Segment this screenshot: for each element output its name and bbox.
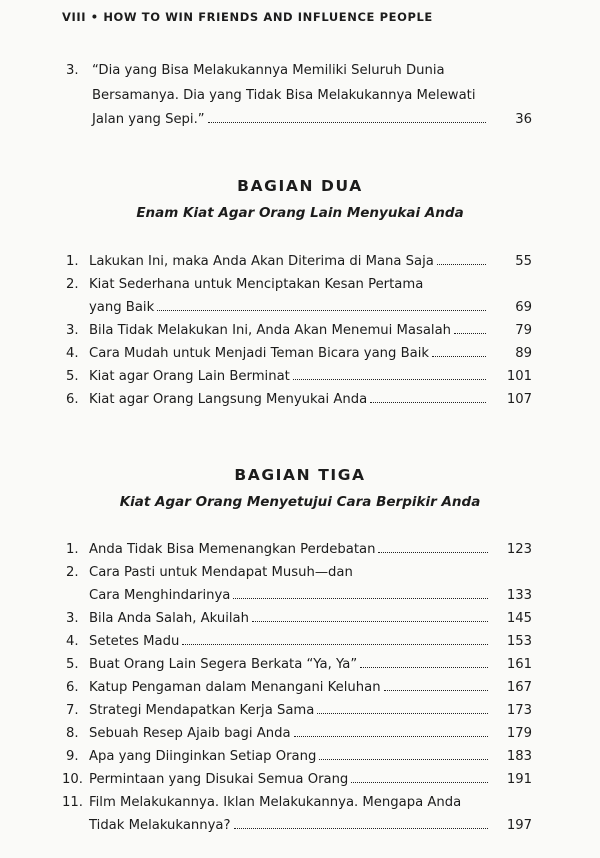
entry-number: 4. xyxy=(66,634,79,649)
entry-number: 5. xyxy=(66,657,79,672)
entry-title-line xyxy=(89,607,492,630)
entry-title-text: Cara Menghindarinya xyxy=(89,588,231,603)
entry-page-number: 183 xyxy=(506,749,532,764)
entry-number: 11. xyxy=(62,795,83,810)
entry-page-number: 89 xyxy=(515,346,532,361)
entry-number: 1. xyxy=(66,542,79,557)
entry-number: 2. xyxy=(66,565,79,580)
dot-leader xyxy=(454,332,486,334)
entry-title-line xyxy=(89,538,492,561)
entry-number: 6. xyxy=(66,680,79,695)
entry-title-line xyxy=(89,584,492,607)
entry-number: 2. xyxy=(66,277,79,292)
entry-number: 4. xyxy=(66,346,79,361)
entry-title-line xyxy=(89,296,490,319)
entry-number: 1. xyxy=(66,254,79,269)
dot-leader xyxy=(233,597,488,599)
entry-title-line xyxy=(89,745,492,768)
entry-title-text: yang Baik xyxy=(89,300,155,315)
entry-title-text: Katup Pengaman dalam Menangani Keluhan xyxy=(89,680,381,695)
entry-title-text: Strategi Mendapatkan Kerja Sama xyxy=(89,703,315,718)
toc-entry[interactable] xyxy=(0,699,600,722)
part-title: BAGIAN TIGA xyxy=(234,466,366,484)
toc-entry[interactable] xyxy=(0,319,600,342)
entry-title-line xyxy=(89,365,490,388)
entry-title-text: Setetes Madu xyxy=(89,634,180,649)
book-title: HOW TO WIN FRIENDS AND INFLUENCE PEOPLE xyxy=(103,10,433,24)
dot-leader xyxy=(370,401,486,403)
dot-leader xyxy=(294,735,488,737)
entry-page-number: 191 xyxy=(506,772,532,787)
entry-title-text: Anda Tidak Bisa Memenangkan Perdebatan xyxy=(89,542,376,557)
dot-leader xyxy=(157,309,486,311)
entry-title-line xyxy=(89,342,490,365)
dot-leader xyxy=(437,263,486,265)
toc-entry[interactable] xyxy=(0,676,600,699)
entry-title-line: Cara Pasti untuk Mendapat Musuh—dan xyxy=(89,565,353,580)
entry-page-number: 145 xyxy=(506,611,532,626)
toc-entry[interactable] xyxy=(0,365,600,388)
part-title: BAGIAN DUA xyxy=(237,177,363,195)
running-head xyxy=(62,10,433,24)
entry-page-number: 55 xyxy=(515,254,532,269)
toc-entry[interactable] xyxy=(0,342,600,365)
toc-entry[interactable] xyxy=(0,791,600,837)
toc-entry[interactable] xyxy=(0,768,600,791)
entry-page-number: 133 xyxy=(506,588,532,603)
entry-page-number: 197 xyxy=(506,818,532,833)
entry-title-line xyxy=(89,699,492,722)
entry-page-number: 179 xyxy=(506,726,532,741)
entry-number: 10. xyxy=(62,772,83,787)
entry-number: 9. xyxy=(66,749,79,764)
dot-leader xyxy=(208,121,486,123)
header-page-number: VIII xyxy=(62,10,87,24)
entry-title-line xyxy=(89,676,492,699)
entry-page-number: 107 xyxy=(506,392,532,407)
dot-leader xyxy=(360,666,488,668)
dot-leader xyxy=(351,781,488,783)
part-subtitle: Kiat Agar Orang Menyetujui Cara Berpikir Anda xyxy=(119,494,481,510)
toc-entry[interactable] xyxy=(0,722,600,745)
entry-title-text: Buat Orang Lain Segera Berkata “Ya, Ya” xyxy=(89,657,358,672)
dot-leader xyxy=(317,712,488,714)
entry-page-number: 69 xyxy=(515,300,532,315)
toc-entry[interactable] xyxy=(0,561,600,607)
entry-title-text: Jalan yang Sepi.” xyxy=(92,112,205,127)
dot-leader xyxy=(252,620,488,622)
entry-page-number: 79 xyxy=(515,323,532,338)
dot-leader xyxy=(432,355,486,357)
entry-page-number: 161 xyxy=(506,657,532,672)
entry-title-line: Kiat Sederhana untuk Menciptakan Kesan Pertama xyxy=(89,277,424,292)
entry-title-text: Sebuah Resep Ajaib bagi Anda xyxy=(89,726,291,741)
toc-entry[interactable] xyxy=(0,630,600,653)
toc-entry[interactable] xyxy=(0,607,600,630)
entry-title-line: Bersamanya. Dia yang Tidak Bisa Melakukannya Melewati xyxy=(92,87,476,103)
entry-title-line xyxy=(89,250,490,273)
entry-title-line: Film Melakukannya. Iklan Melakukannya. Mengapa Anda xyxy=(89,795,462,810)
entry-title-text: Apa yang Diinginkan Setiap Orang xyxy=(89,749,317,764)
dot-leader xyxy=(378,551,488,553)
entry-title-line xyxy=(89,814,492,837)
entry-title-text: Lakukan Ini, maka Anda Akan Diterima di Mana Saja xyxy=(89,254,434,269)
entry-page-number: 167 xyxy=(506,680,532,695)
entry-number: 3. xyxy=(66,63,79,78)
entry-title-text: Cara Mudah untuk Menjadi Teman Bicara yang Baik xyxy=(89,346,429,361)
toc-entry[interactable] xyxy=(0,59,600,133)
entry-title-line xyxy=(89,319,490,342)
entry-number: 8. xyxy=(66,726,79,741)
entry-number: 7. xyxy=(66,703,79,718)
entry-title-text: Tidak Melakukannya? xyxy=(89,818,231,833)
entry-title-line xyxy=(89,722,492,745)
entry-page-number: 101 xyxy=(506,369,532,384)
toc-entry[interactable] xyxy=(0,538,600,561)
dot-leader xyxy=(319,758,488,760)
entry-title-text: Permintaan yang Disukai Semua Orang xyxy=(89,772,349,787)
entry-page-number: 123 xyxy=(506,542,532,557)
entry-title-line xyxy=(89,630,492,653)
entry-title-text: Bila Anda Salah, Akuilah xyxy=(89,611,249,626)
entry-title-line xyxy=(89,768,492,791)
entry-title-text: Kiat agar Orang Lain Berminat xyxy=(89,369,290,384)
toc-entry[interactable] xyxy=(0,250,600,273)
toc-entry[interactable] xyxy=(0,388,600,411)
header-bullet: • xyxy=(90,10,99,24)
entry-title-line: “Dia yang Bisa Melakukannya Memiliki Seluruh Dunia xyxy=(92,63,445,78)
entry-page-number: 36 xyxy=(515,112,532,127)
dot-leader xyxy=(182,643,488,645)
entry-page-number: 153 xyxy=(506,634,532,649)
part-subtitle: Enam Kiat Agar Orang Lain Menyukai Anda xyxy=(136,205,464,221)
entry-title-line xyxy=(89,388,490,411)
entry-number: 3. xyxy=(66,611,79,626)
entry-number: 3. xyxy=(66,323,79,338)
toc-entry[interactable] xyxy=(0,745,600,768)
entry-title-line xyxy=(89,653,492,676)
dot-leader xyxy=(384,689,488,691)
entry-number: 6. xyxy=(66,392,79,407)
entry-page-number: 173 xyxy=(506,703,532,718)
entry-title-line xyxy=(92,108,490,131)
dot-leader xyxy=(234,827,488,829)
toc-entry[interactable] xyxy=(0,653,600,676)
entry-title-text: Kiat agar Orang Langsung Menyukai Anda xyxy=(89,392,368,407)
toc-entry[interactable] xyxy=(0,273,600,319)
entry-title-text: Bila Tidak Melakukan Ini, Anda Akan Menemui Masalah xyxy=(89,323,452,338)
dot-leader xyxy=(293,378,486,380)
entry-number: 5. xyxy=(66,369,79,384)
